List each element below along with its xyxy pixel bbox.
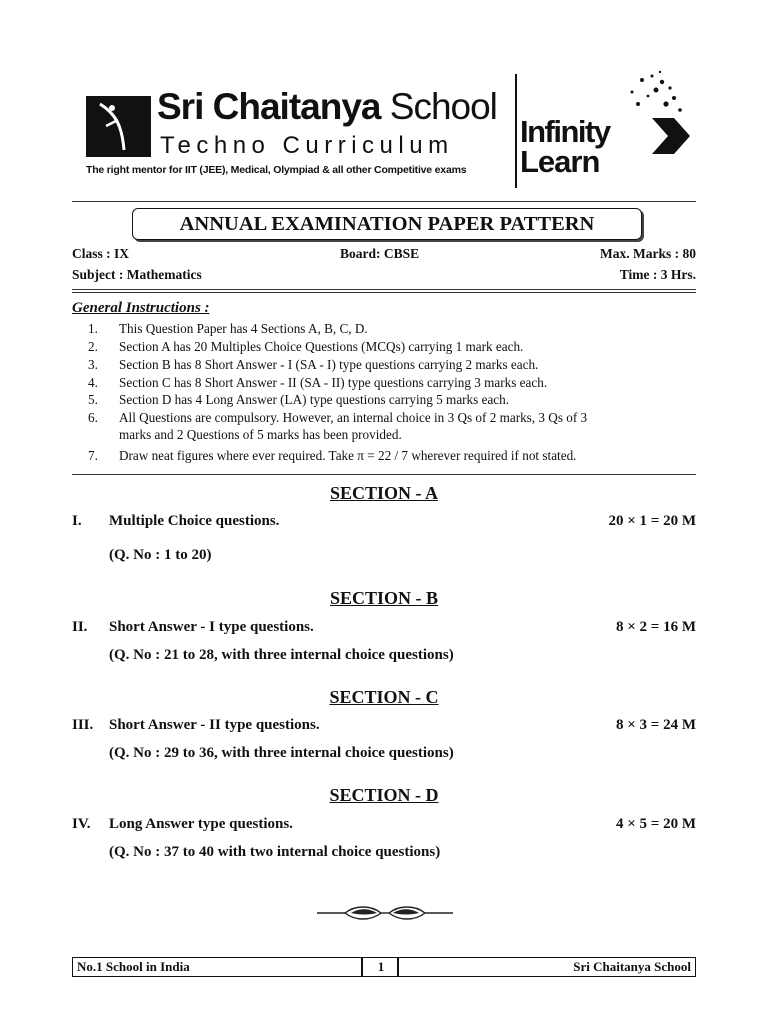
- section-roman: I.: [72, 513, 82, 529]
- instruction-number: 3.: [88, 357, 98, 372]
- instruction-text: Draw neat figures where ever required. Take π = 22 / 7 wherever required if not stated.: [119, 448, 577, 463]
- footer-right-text: Sri Chaitanya School: [573, 959, 691, 974]
- instructions-heading: General Instructions :: [72, 300, 210, 316]
- ornament-divider-icon: [315, 903, 455, 923]
- instruction-number: 4.: [88, 375, 98, 390]
- section-heading: SECTION - B: [329, 588, 439, 608]
- section-heading: SECTION - A: [329, 483, 439, 503]
- section-title: Short Answer - I type questions.: [109, 619, 314, 635]
- instruction-item: [88, 409, 587, 426]
- section-roman: III.: [72, 717, 94, 733]
- brand-subtitle: Techno Curriculum: [160, 132, 454, 159]
- section-marks: 20 × 1 = 20 M: [608, 513, 696, 529]
- instruction-number: 2.: [88, 339, 98, 354]
- instruction-text: Section B has 8 Short Answer - I (SA - I) type questions carrying 2 marks each.: [119, 357, 539, 372]
- partner-logo-line1: Infinity: [520, 114, 610, 149]
- section-detail: (Q. No : 21 to 28, with three internal choice questions): [109, 647, 454, 663]
- instruction-item: [88, 391, 509, 408]
- infinity-learn-arrow-icon: [612, 70, 697, 160]
- page-number: 1: [377, 959, 385, 974]
- instruction-item: [88, 338, 523, 355]
- header-divider: [515, 74, 517, 188]
- section-roman: II.: [72, 619, 88, 635]
- instructions-rule: [72, 474, 696, 475]
- section-title: Short Answer - II type questions.: [109, 717, 320, 733]
- instruction-item: [88, 320, 368, 337]
- time-label: Time : 3 Hrs.: [619, 267, 696, 282]
- brand-name-bold: Sri Chaitanya: [157, 86, 381, 127]
- instruction-text: Section A has 20 Multiples Choice Questions (MCQs) carrying 1 mark each.: [119, 339, 524, 354]
- subject-label: Subject : Mathematics: [72, 267, 202, 282]
- page-title: ANNUAL EXAMINATION PAPER PATTERN: [132, 208, 642, 240]
- section-marks: 8 × 3 = 24 M: [615, 717, 696, 733]
- footer-separator: [361, 958, 363, 976]
- brand-name: [157, 88, 497, 125]
- section-detail: (Q. No : 37 to 40 with two internal choice questions): [109, 844, 441, 860]
- section-marks: 4 × 5 = 20 M: [615, 816, 696, 832]
- board-label: Board: CBSE: [340, 246, 420, 261]
- instruction-text: All Questions are compulsory. However, an internal choice in 3 Qs of 2 marks, 3 Qs of 3: [119, 410, 588, 425]
- section-title: Multiple Choice questions.: [109, 513, 280, 529]
- brand-name-light: School: [389, 86, 497, 127]
- footer-separator: [397, 958, 399, 976]
- header-rule: [72, 201, 696, 202]
- max-marks-label: Max. Marks : 80: [600, 246, 696, 261]
- section-title: Long Answer type questions.: [109, 816, 293, 832]
- instruction-item: [88, 356, 538, 373]
- instruction-number: 1.: [88, 321, 98, 336]
- section-heading: SECTION - C: [329, 687, 439, 707]
- section-marks: 8 × 2 = 16 M: [615, 619, 696, 635]
- section-roman: IV.: [72, 816, 91, 832]
- partner-logo-line2: Learn: [520, 144, 600, 179]
- meta-rule: [72, 289, 696, 290]
- instruction-text: This Question Paper has 4 Sections A, B, C, D.: [119, 321, 368, 336]
- instruction-item: [88, 447, 576, 464]
- instruction-text: Section D has 4 Long Answer (LA) type questions carrying 5 marks each.: [119, 392, 510, 407]
- instruction-text: Section C has 8 Short Answer - II (SA - II) type questions carrying 3 marks each.: [119, 375, 548, 390]
- instruction-number: 7.: [88, 448, 98, 463]
- section-detail: (Q. No : 29 to 36, with three internal choice questions): [109, 745, 454, 761]
- meta-rule-2: [72, 292, 696, 293]
- instruction-item: [88, 374, 547, 391]
- footer-left-text: No.1 School in India: [77, 959, 190, 974]
- section-heading: SECTION - D: [329, 785, 439, 805]
- tagline: The right mentor for IIT (JEE), Medical, Olympiad & all other Competitive exams: [86, 164, 467, 176]
- instruction-number: 6.: [88, 410, 98, 425]
- page-footer: [72, 957, 696, 977]
- instruction-continuation: marks and 2 Questions of 5 marks has been provided.: [119, 427, 402, 442]
- section-detail: (Q. No : 1 to 20): [109, 547, 212, 563]
- class-label: Class : IX: [72, 246, 130, 261]
- instruction-number: 5.: [88, 392, 98, 407]
- school-logo: [86, 96, 151, 157]
